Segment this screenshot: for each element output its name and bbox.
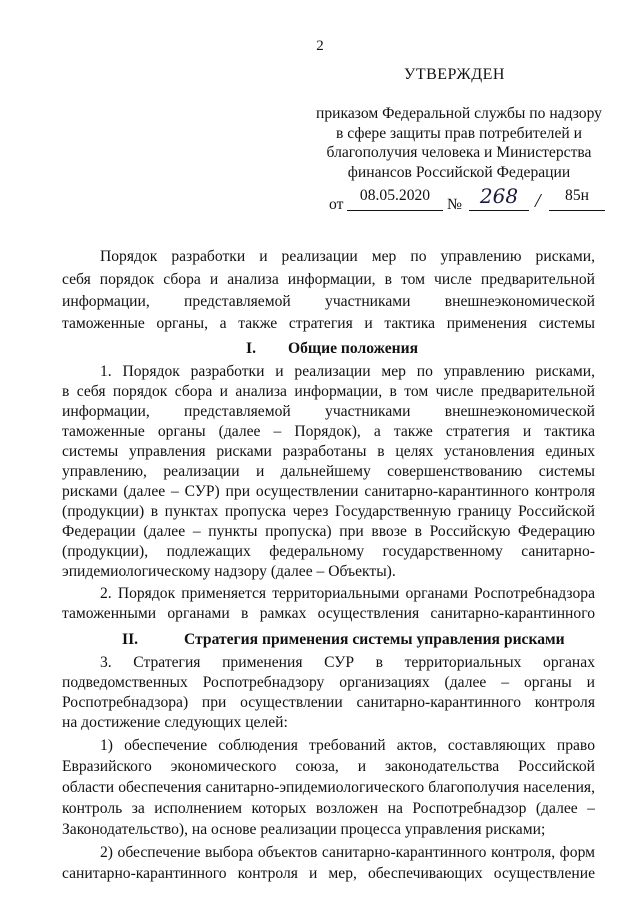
paragraph-3-line: на достижение следующих целей: [62,714,288,731]
document-title-line: себя порядок сбора и анализа информации, в том числе предварительной [62,271,595,288]
order-number-separator: / [535,190,541,212]
paragraph-3-1-line: контроль за исполнением которых возложен на Роспотребнадзор (далее – [62,800,595,817]
order-from-label: от [329,196,344,213]
approval-line: финансов Российской Федерации [347,163,571,181]
paragraph-3-1-line: Евразийского экономического союза, и законодательства Российской [62,758,595,775]
section-number: II. [122,631,139,648]
order-reference [329,186,619,212]
paragraph-3-1-line: 1) обеспечение соблюдения требований актов, составляющих право [100,737,595,754]
paragraph-1-line: в себя порядок сбора и анализа информации, в том числе предварительной [62,383,595,400]
order-date: 08.05.2020 [347,186,443,211]
paragraph-3-line: подведомственных Роспотребнадзору организациях (далее – органы и [62,674,595,691]
paragraph-1-line: (продукции), подлежащих федеральному государственному санитарно- [62,543,595,560]
document-title-line: информации, представляемой участниками внешнеэкономической [62,293,595,310]
paragraph-1-line: Федерации (далее – пункты пропуска) при ввозе в Российскую Федерацию [62,523,595,540]
section-heading-1 [0,340,640,360]
approval-line: приказом Федеральной службы по надзору [316,105,602,122]
paragraph-1-line: (продукции) в пунктах пропуска через Государственную границу Российской [62,503,595,520]
approval-authority [300,104,618,182]
document-title-line: таможенные органы, а также стратегия и тактика применения системы [62,315,595,332]
section-heading-2 [0,631,640,651]
paragraph-3-line: Роспотребнадзора) при осуществлении санитарно-карантинного контроля [62,694,595,711]
section-title: Общие положения [288,340,419,357]
paragraph-1-line: рисками (далее – СУР) при осуществлении санитарно-карантинного контроля [62,483,595,500]
document-title-line: Порядок разработки и реализации мер по управлению рисками, [100,248,595,265]
page-number: 2 [316,38,324,54]
paragraph-3-2-line: 2) обеспечение выбора объектов санитарно-карантинного контроля, форм [100,844,595,861]
paragraph-1-line: 1. Порядок разработки и реализации мер по управлению рисками, [100,363,595,380]
paragraph-3-1-line: области обеспечения санитарно-эпидемиологического благополучия населения, [62,779,595,796]
paragraph-3-line: 3. Стратегия применения СУР в территориальных органах [100,654,595,671]
approved-heading: УТВЕРЖДЕН [404,66,505,83]
paragraph-2-line: таможенными органами в рамках осуществления санитарно-карантинного [62,605,595,622]
paragraph-3-2-line: санитарно-карантинного контроля и мер, обеспечивающих осуществление [62,865,595,882]
paragraph-1-line: эпидемиологическому надзору (далее – Объекты). [62,563,396,580]
approval-line: в сфере защиты прав потребителей и [336,124,582,142]
paragraph-1-line: информации, представляемой участниками внешнеэкономической [62,403,595,420]
paragraph-2-line: 2. Порядок применяется территориальными органами Роспотребнадзора [100,585,595,602]
section-title: Стратегия применения системы управления рисками [184,631,565,648]
paragraph-1-line: управлению, реализации и дальнейшему совершенствованию системы [62,463,595,480]
approval-line: благополучия человека и Министерства [326,144,592,161]
paragraph-1-line: таможенные органы (далее – Порядок), а также стратегия и тактика [62,423,595,440]
paragraph-1-line: системы управления рисками разработаны в целях установления единых [62,443,595,460]
paragraph-3-1-line: Законодательство), на основе реализации процесса управления рисками; [62,821,546,838]
order-number-handwritten: 268 [469,186,529,211]
section-number: I. [246,340,256,357]
order-number-label: № [447,196,462,213]
order-number-second: 85н [549,186,605,211]
